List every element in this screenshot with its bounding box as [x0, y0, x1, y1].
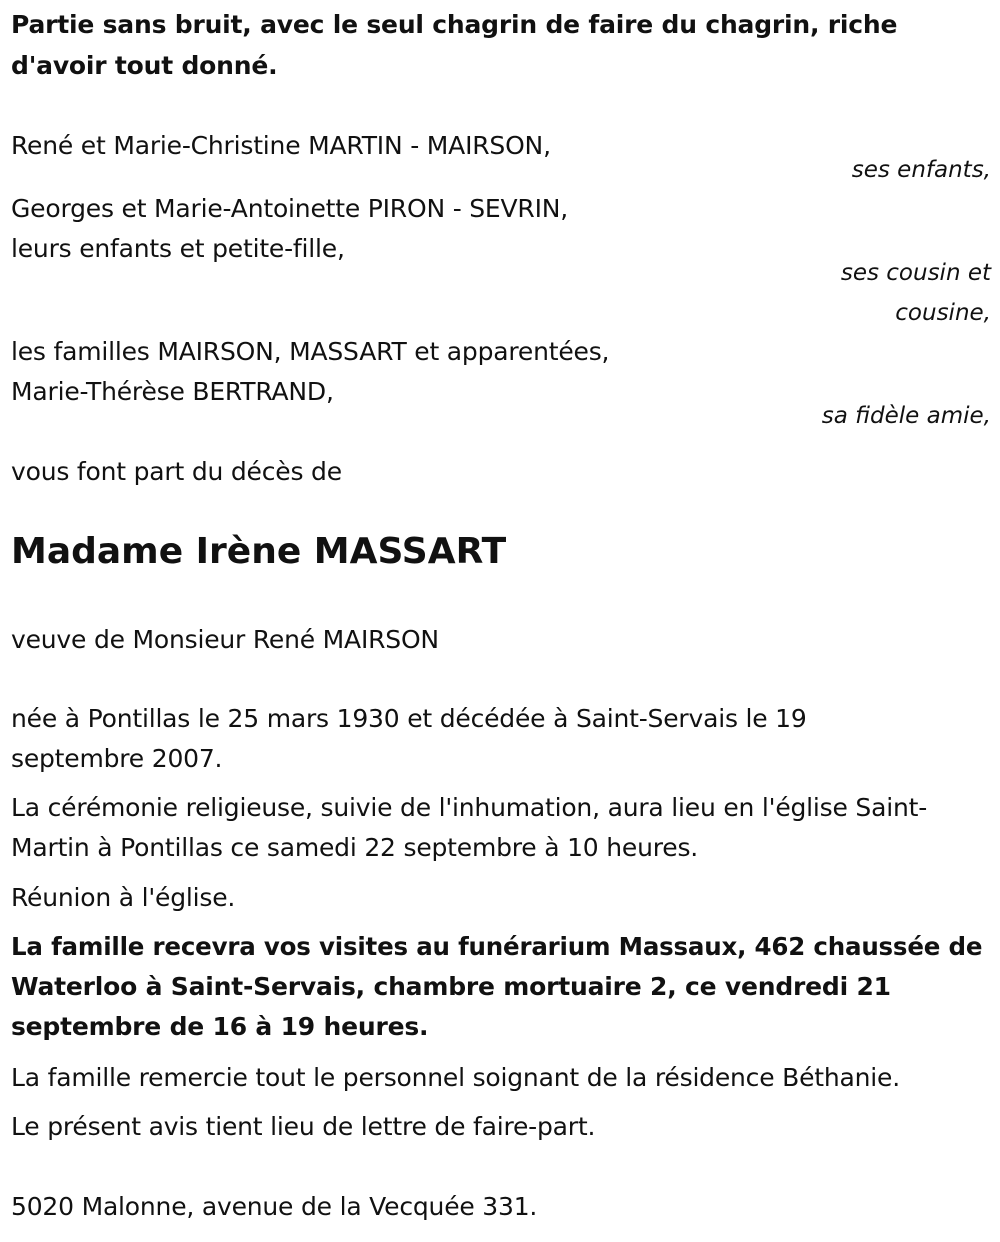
- birth-death-line-1: née à Pontillas le 25 mars 1930 et décédée à Saint-Servais le 19: [11, 704, 807, 733]
- ceremony-line-1: La cérémonie religieuse, suivie de l'inhumation, aura lieu en l'église Saint-: [11, 793, 928, 822]
- birth-death-line-2: septembre 2007.: [11, 744, 223, 773]
- family-piron-sevrin: Georges et Marie-Antoinette PIRON - SEVRIN,: [11, 194, 569, 223]
- visits-line-1: La famille recevra vos visites au funérarium Massaux, 462 chaussée de: [11, 932, 983, 961]
- epitaph-line-1: Partie sans bruit, avec le seul chagrin de faire du chagrin, riche: [11, 10, 898, 39]
- widow-of: veuve de Monsieur René MAIRSON: [11, 625, 439, 654]
- family-families: les familles MAIRSON, MASSART et apparentées,: [11, 337, 610, 366]
- ceremony-line-2: Martin à Pontillas ce samedi 22 septembre à 10 heures.: [11, 833, 699, 862]
- ceremony-meeting: Réunion à l'église.: [11, 883, 236, 912]
- visits-line-2: Waterloo à Saint-Servais, chambre mortuaire 2, ce vendredi 21: [11, 972, 891, 1001]
- notice-text: Le présent avis tient lieu de lettre de faire-part.: [11, 1112, 596, 1141]
- family-bertrand: Marie-Thérèse BERTRAND,: [11, 377, 334, 406]
- address-text: 5020 Malonne, avenue de la Vecquée 331.: [11, 1192, 538, 1221]
- family-piron-sevrin-children: leurs enfants et petite-fille,: [11, 234, 345, 263]
- family-piron-sevrin-role-line-2: cousine,: [895, 300, 991, 326]
- family-martin-mairson: René et Marie-Christine MARTIN - MAIRSON,: [11, 131, 551, 160]
- announcement-text: vous font part du décès de: [11, 457, 342, 486]
- thanks-text: La famille remercie tout le personnel soignant de la résidence Béthanie.: [11, 1063, 900, 1092]
- visits-line-3: septembre de 16 à 19 heures.: [11, 1012, 429, 1041]
- epitaph-line-2: d'avoir tout donné.: [11, 51, 278, 80]
- deceased-name: Madame Irène MASSART: [11, 531, 507, 572]
- family-piron-sevrin-role-line-1: ses cousin et: [840, 260, 991, 286]
- family-bertrand-role: sa fidèle amie,: [821, 403, 991, 429]
- family-martin-mairson-role: ses enfants,: [851, 157, 991, 183]
- obituary-notice: [11, 0, 991, 1242]
